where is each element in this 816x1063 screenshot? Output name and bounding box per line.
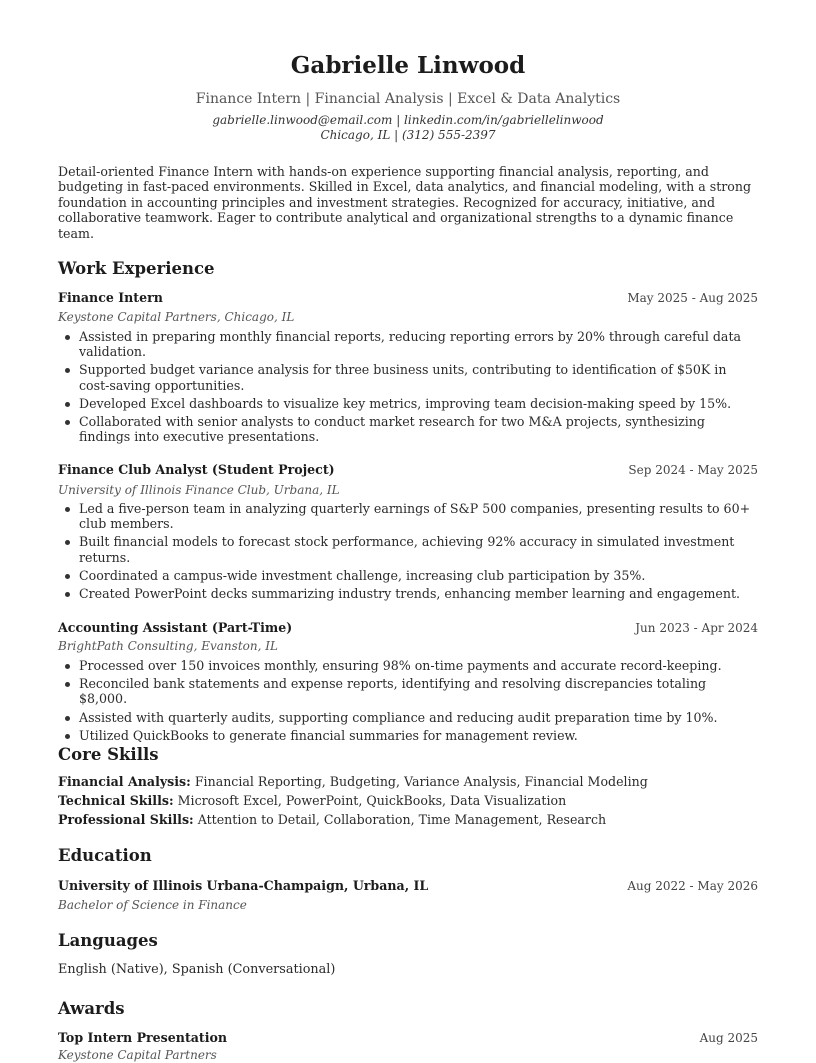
list-item: Created PowerPoint decks summarizing industry trends, enhancing member learning and engagement. (58, 586, 758, 601)
skill-value: Attention to Detail, Collaboration, Time Management, Research (197, 812, 607, 827)
section-title-awards: Awards (58, 999, 125, 1018)
job-bullets (58, 658, 758, 746)
list-item: Built financial models to forecast stock performance, achieving 92% accuracy in simulated investment returns. (58, 534, 758, 564)
contact-email-linkedin: gabrielle.linwood@email.com | linkedin.com/in/gabriellelinwood (212, 113, 604, 127)
education-dates: Aug 2022 - May 2026 (627, 879, 758, 893)
skill-label: Professional Skills: (58, 812, 194, 827)
education-degree: Bachelor of Science in Finance (58, 898, 247, 912)
skill-value: Microsoft Excel, PowerPoint, QuickBooks, Data Visualization (177, 793, 567, 808)
section-title-languages: Languages (58, 931, 158, 950)
list-item: Assisted with quarterly audits, supporting compliance and reducing audit preparation time by 10%. (58, 710, 758, 725)
award-title: Top Intern Presentation (58, 1030, 228, 1045)
bullet-icon (65, 420, 70, 425)
skill-value: Financial Reporting, Budgeting, Variance Analysis, Financial Modeling (194, 774, 648, 789)
bullet-icon (65, 402, 70, 407)
list-item: Developed Excel dashboards to visualize key metrics, improving team decision-making speed by 15%. (58, 396, 758, 411)
section-title-skills: Core Skills (58, 745, 159, 764)
job-organization: University of Illinois Finance Club, Urbana, IL (58, 483, 340, 497)
bullet-icon (65, 734, 70, 739)
list-item: Coordinated a campus-wide investment challenge, increasing club participation by 35%. (58, 568, 758, 583)
bullet-icon (65, 682, 70, 687)
bullet-icon (65, 664, 70, 669)
list-item: Assisted in preparing monthly financial reports, reducing reporting errors by 20% through careful data validation. (58, 329, 758, 359)
education-school: University of Illinois Urbana-Champaign, Urbana, IL (58, 878, 429, 893)
section-title-education: Education (58, 846, 152, 865)
job-bullets (58, 329, 758, 447)
skill-line (58, 774, 648, 790)
bullet-icon (65, 574, 70, 579)
job-bullets (58, 501, 758, 604)
bullet-icon (65, 540, 70, 545)
award-organization: Keystone Capital Partners (58, 1048, 217, 1062)
job-organization: BrightPath Consulting, Evanston, IL (58, 639, 278, 653)
list-item: Supported budget variance analysis for three business units, contributing to identification of $50K in cost-saving opportunities. (58, 362, 758, 392)
skill-label: Technical Skills: (58, 793, 174, 808)
bullet-icon (65, 335, 70, 340)
list-item: Processed over 150 invoices monthly, ensuring 98% on-time payments and accurate record-keeping. (58, 658, 758, 673)
skill-line (58, 812, 606, 828)
skill-label: Financial Analysis: (58, 774, 191, 789)
job-title: Accounting Assistant (Part-Time) (58, 620, 293, 635)
list-item: Utilized QuickBooks to generate financial summaries for management review. (58, 728, 758, 743)
list-item: Reconciled bank statements and expense reports, identifying and resolving discrepancies totaling $8,000. (58, 676, 758, 706)
job-dates: May 2025 - Aug 2025 (627, 291, 758, 305)
languages-list: English (Native), Spanish (Conversational) (58, 962, 336, 977)
job-title: Finance Club Analyst (Student Project) (58, 462, 335, 477)
job-dates: Jun 2023 - Apr 2024 (635, 621, 758, 635)
award-date: Aug 2025 (699, 1031, 758, 1045)
skill-line (58, 793, 566, 809)
candidate-name: Gabrielle Linwood (290, 52, 526, 79)
section-title-experience: Work Experience (58, 259, 215, 278)
bullet-icon (65, 716, 70, 721)
bullet-icon (65, 507, 70, 512)
job-dates: Sep 2024 - May 2025 (628, 463, 758, 477)
list-item: Led a five-person team in analyzing quarterly earnings of S&P 500 companies, presenting results to 60+ club members. (58, 501, 758, 531)
job-organization: Keystone Capital Partners, Chicago, IL (58, 310, 295, 324)
bullet-icon (65, 592, 70, 597)
bullet-icon (65, 368, 70, 373)
list-item: Collaborated with senior analysts to conduct market research for two M&A projects, synthesizing findings into executive presentations. (58, 414, 758, 444)
professional-summary: Detail-oriented Finance Intern with hands-on experience supporting financial analysis, reporting, and budgeting in fast-paced environments. Skilled in Excel, data analytics, and financial modeling, with a strong foundation in accounting principles and investment strategies. Recognized for accuracy, initiative, and collaborative teamwork. Eager to contribute analytical and organizational strengths to a dynamic finance team. (58, 164, 752, 241)
job-title: Finance Intern (58, 290, 163, 305)
contact-location-phone: Chicago, IL | (312) 555-2397 (320, 128, 496, 142)
candidate-tagline: Finance Intern | Financial Analysis | Excel & Data Analytics (195, 91, 621, 107)
